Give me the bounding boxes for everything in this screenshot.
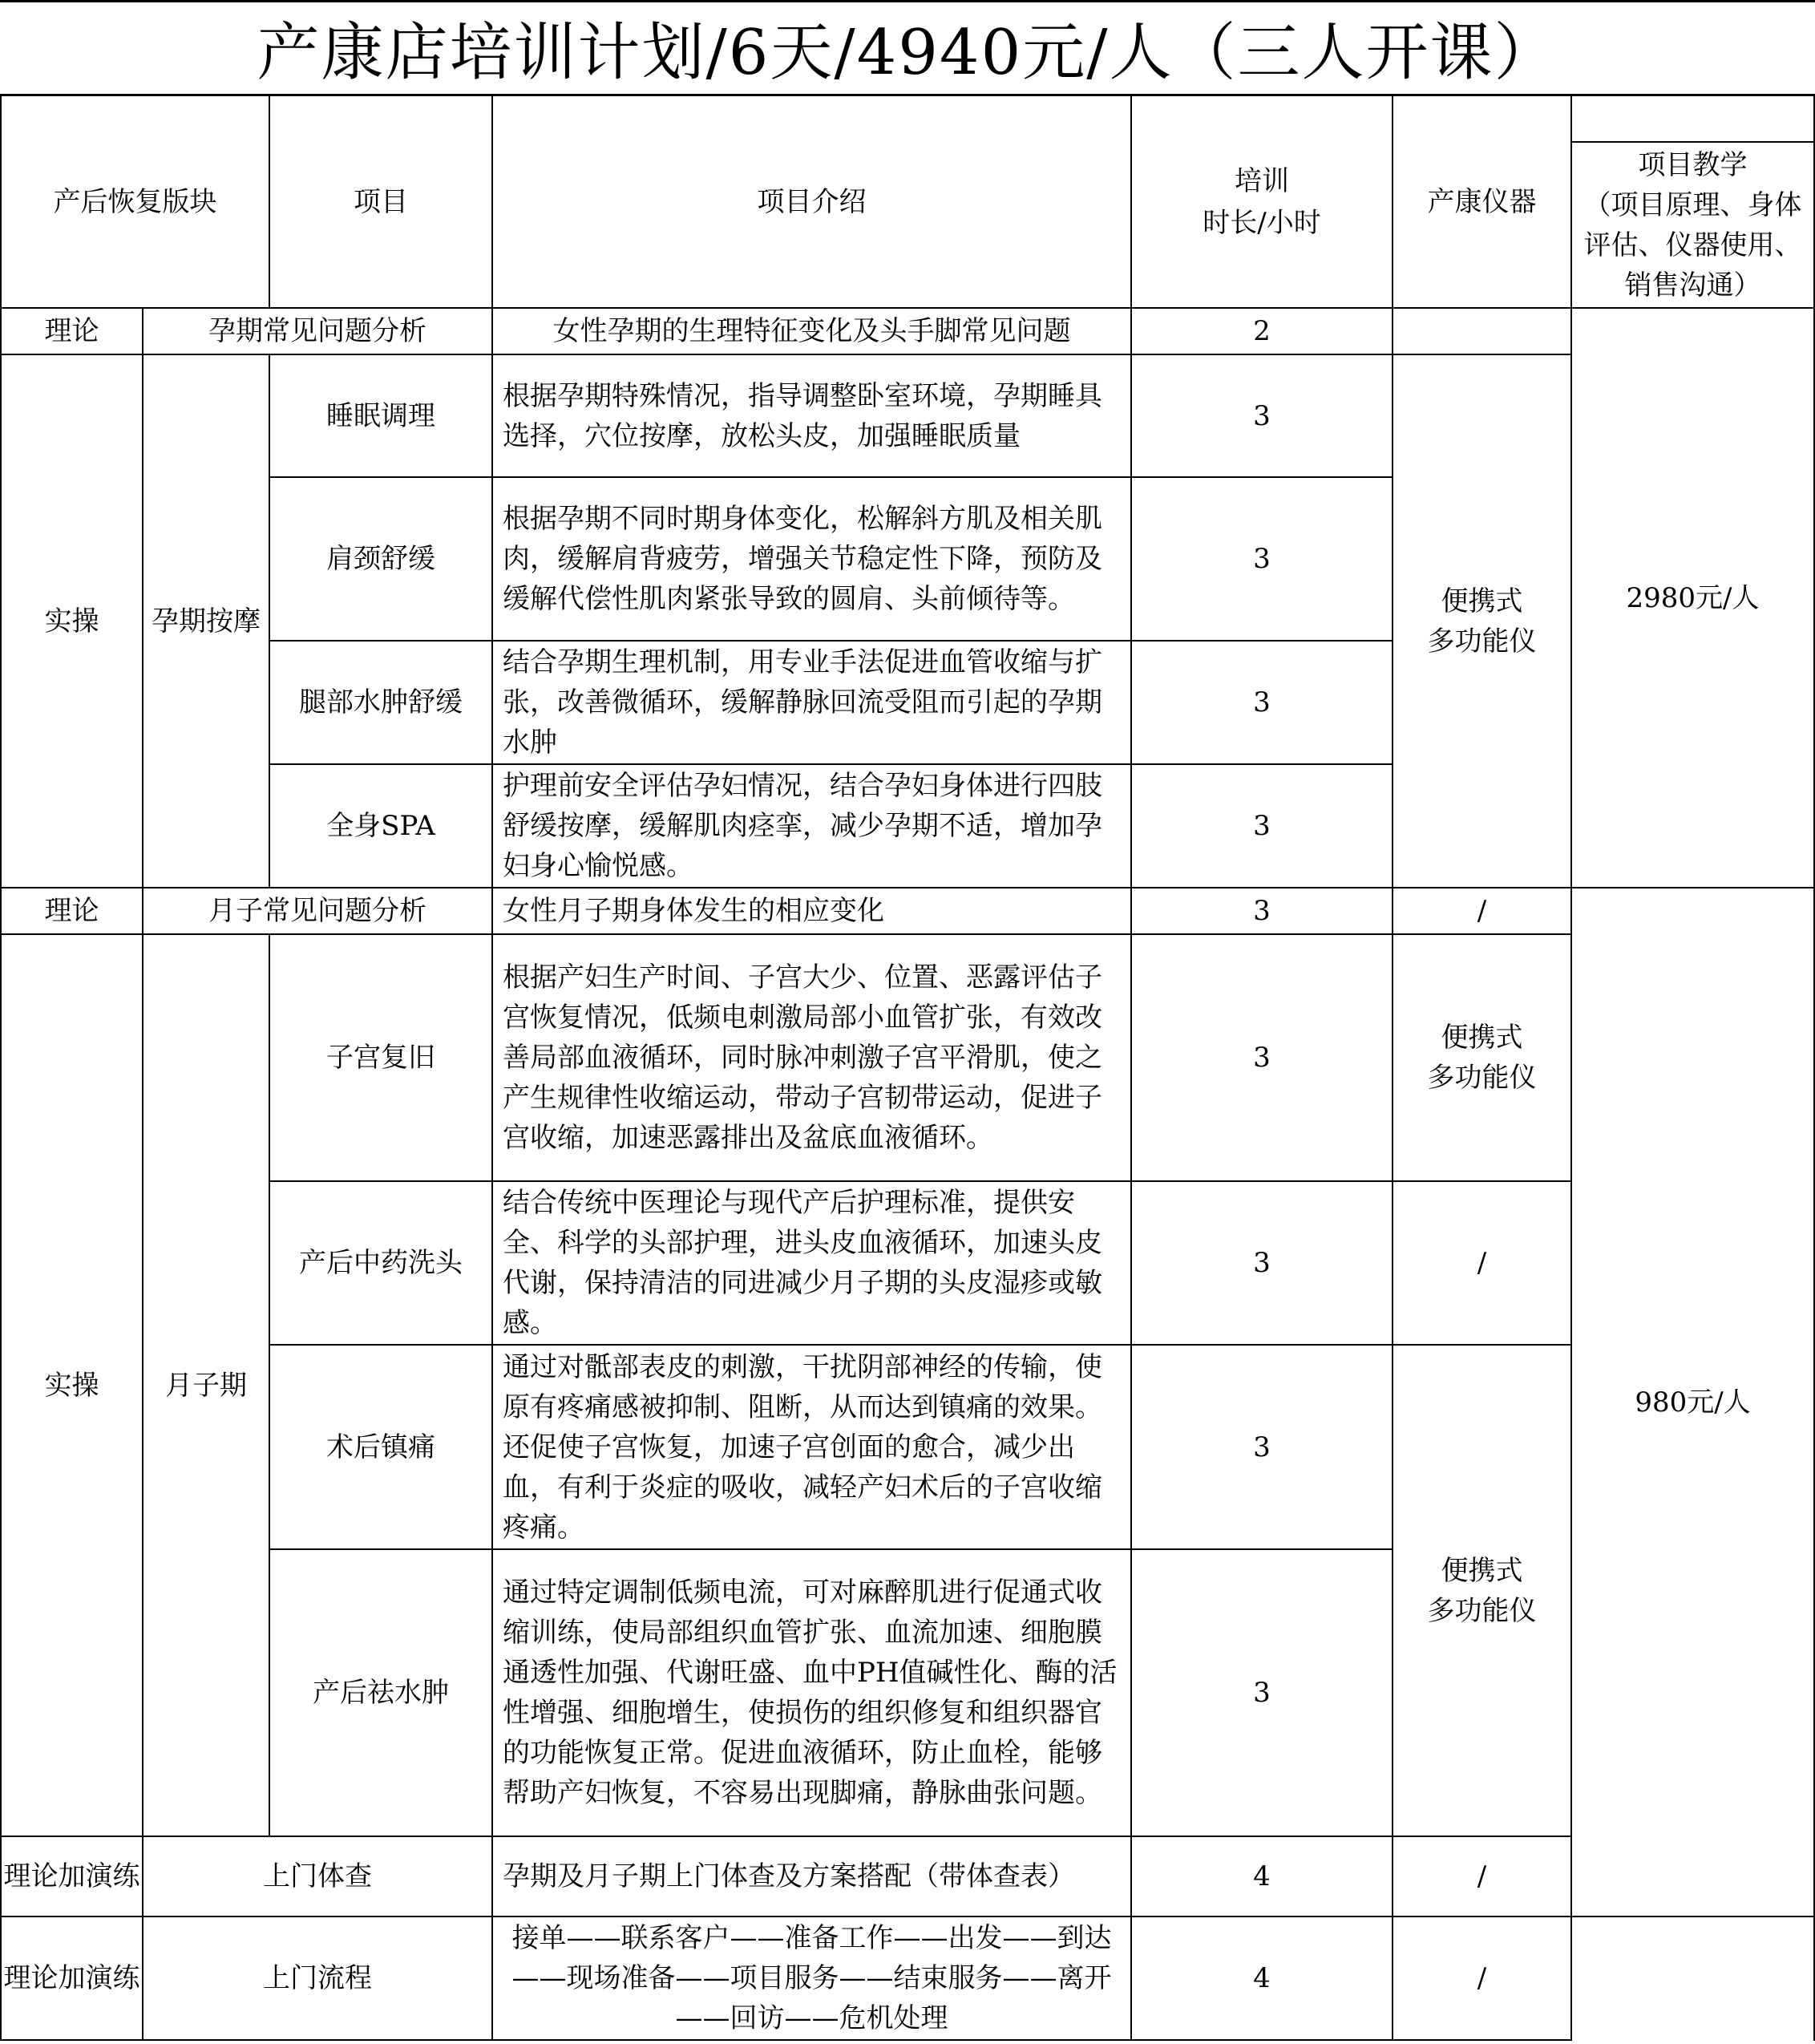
item-intro: 根据孕期不同时期身体变化，松解斜方肌及相关肌肉，缓解肩背疲劳，增强关节稳定性下降，预防及缓解代偿性肌肉紧张导致的圆肩、头前倾待等。: [492, 477, 1131, 641]
header-teaching-cell: [1571, 95, 1814, 308]
row-project: 月子常见问题分析: [143, 888, 492, 934]
item-name: 子宫复旧: [269, 934, 492, 1181]
pregnancy-price: 2980元/人: [1571, 308, 1814, 888]
pregnancy-practice-group: 孕期按摩: [143, 354, 269, 888]
row-intro: 女性月子期身体发生的相应变化: [492, 888, 1131, 934]
row-hours: 4: [1131, 1917, 1393, 2040]
header-intro: 项目介绍: [492, 95, 1131, 308]
confinement-shared-device: 便携式 多功能仪: [1393, 1345, 1571, 1836]
item-intro: 结合传统中医理论与现代产后护理标准，提供安全、科学的头部护理，进头皮血液循环，加速头皮代谢，保持清洁的同进减少月子期的头皮湿疹或敏感。: [492, 1181, 1131, 1345]
row-intro: 孕期及月子期上门体查及方案搭配（带体查表）: [492, 1836, 1131, 1917]
row-intro: 接单——联系客户——准备工作——出发——到达——现场准备——项目服务——结束服务——离开——回访——危机处理: [492, 1917, 1131, 2040]
item-intro: 根据产妇生产时间、子宫大少、位置、恶露评估子宫恢复情况，低频电刺激局部小血管扩张，有效改善局部血液循环，同时脉冲刺激子宫平滑肌，使之产生规律性收缩运动，带动子宫韧带运动，促进子宫收缩，加速恶露排出及盆底血液循环。: [492, 934, 1131, 1181]
confinement-practice-group: 月子期: [143, 934, 269, 1836]
row-device: /: [1393, 1917, 1571, 2040]
row-device: /: [1393, 1836, 1571, 1917]
item-name: 产后中药洗头: [269, 1181, 492, 1345]
item-hours: 3: [1131, 477, 1393, 641]
header-teaching-top: [1572, 96, 1813, 143]
table-row: [1, 1345, 1814, 1549]
pregnancy-practice-type: 实操: [1, 354, 143, 888]
row-hours: 2: [1131, 308, 1393, 354]
header-project: 项目: [269, 95, 492, 308]
header-hours: 培训 时长/小时: [1131, 95, 1393, 308]
item-device: 便携式 多功能仪: [1393, 934, 1571, 1181]
item-intro: 结合孕期生理机制，用专业手法促进血管收缩与扩张，改善微循环，缓解静脉回流受阻而引起的孕期水肿: [492, 641, 1131, 764]
table-row: [1, 1836, 1814, 1917]
table-row: [1, 1181, 1814, 1345]
item-intro: 护理前安全评估孕妇情况，结合孕妇身体进行四肢舒缓按摩，缓解肌肉痉挛，减少孕期不适，增加孕妇身心愉悦感。: [492, 764, 1131, 888]
pregnancy-device: 便携式 多功能仪: [1393, 354, 1571, 888]
item-hours: 3: [1131, 764, 1393, 888]
training-plan-table: [0, 95, 1815, 2041]
row-hours: 3: [1131, 888, 1393, 934]
item-hours: 3: [1131, 1345, 1393, 1549]
row-type: 理论加演练: [1, 1836, 143, 1917]
page-title: 产康店培训计划/6天/4940元/人（三人开课）: [0, 0, 1815, 96]
header-device: 产康仪器: [1393, 95, 1571, 308]
item-hours: 3: [1131, 354, 1393, 477]
table-row: [1, 308, 1814, 354]
header-block: 产后恢复版块: [1, 95, 269, 308]
row-type: 理论: [1, 888, 143, 934]
row-project: 孕期常见问题分析: [143, 308, 492, 354]
item-hours: 3: [1131, 1181, 1393, 1345]
item-name: 肩颈舒缓: [269, 477, 492, 641]
confinement-price: 980元/人: [1571, 888, 1814, 1917]
item-hours: 3: [1131, 641, 1393, 764]
row-device: [1393, 308, 1571, 354]
item-name: 全身SPA: [269, 764, 492, 888]
row-project: 上门体查: [143, 1836, 492, 1917]
table-row: [1, 934, 1814, 1181]
row-intro: 女性孕期的生理特征变化及头手脚常见问题: [492, 308, 1131, 354]
table-row: [1, 888, 1814, 934]
item-hours: 3: [1131, 934, 1393, 1181]
row-type: 理论: [1, 308, 143, 354]
row-device: /: [1393, 888, 1571, 934]
item-intro: 通过特定调制低频电流，可对麻醉肌进行促通式收缩训练，使局部组织血管扩张、血流加速、细胞膜通透性加强、代谢旺盛、血中PH值碱性化、酶的活性增强、细胞增生，使损伤的组织修复和组织器官的功能恢复正常。促进血液循环，防止血栓，能够帮助产妇恢复，不容易出现脚痛，静脉曲张问题。: [492, 1549, 1131, 1836]
row-hours: 4: [1131, 1836, 1393, 1917]
header-row: [1, 95, 1814, 308]
row-project: 上门流程: [143, 1917, 492, 2040]
table-row: [1, 1917, 1814, 2040]
row-type: 理论加演练: [1, 1917, 143, 2040]
header-teaching: 项目教学 （项目原理、身体评估、仪器使用、销售沟通）: [1583, 148, 1802, 302]
item-name: 术后镇痛: [269, 1345, 492, 1549]
item-device: /: [1393, 1181, 1571, 1345]
table-row: [1, 354, 1814, 477]
item-name: 产后祛水肿: [269, 1549, 492, 1836]
item-name: 睡眠调理: [269, 354, 492, 477]
item-name: 腿部水肿舒缓: [269, 641, 492, 764]
item-hours: 3: [1131, 1549, 1393, 1836]
confinement-practice-type: 实操: [1, 934, 143, 1836]
item-intro: 根据孕期特殊情况，指导调整卧室环境，孕期睡具选择，穴位按摩，放松头皮，加强睡眠质量: [492, 354, 1131, 477]
item-intro: 通过对骶部表皮的刺激，干扰阴部神经的传输，使原有疼痛感被抑制、阻断，从而达到镇痛的效果。还促使子宫恢复，加速子宫创面的愈合，减少出血，有利于炎症的吸收，减轻产妇术后的子宫收缩疼痛。: [492, 1345, 1131, 1549]
